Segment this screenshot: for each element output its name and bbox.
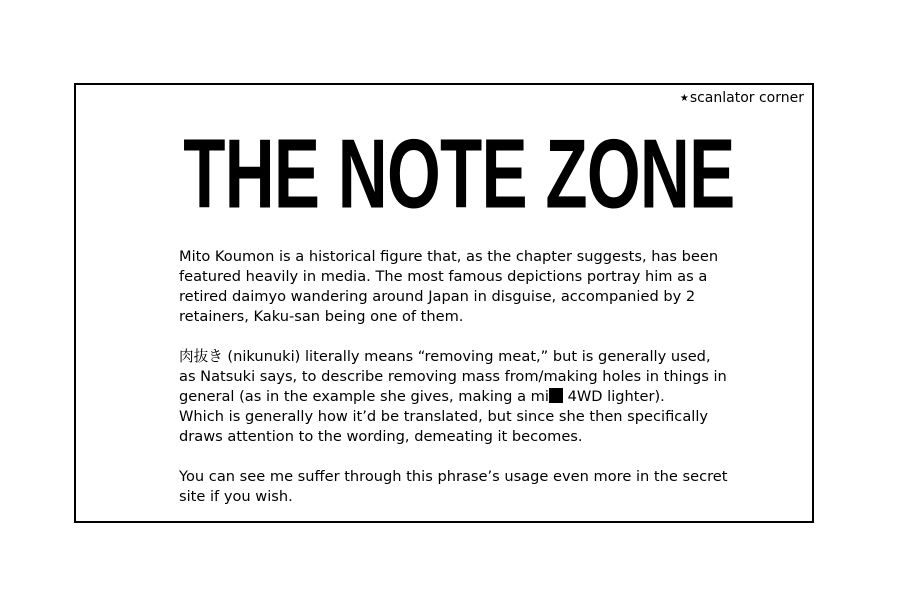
- note-line: 肉抜き (nikunuki) literally means “removing meat,” but is generally used,: [179, 348, 711, 365]
- note-line: draws attention to the wording, demeating it becomes.: [179, 428, 583, 445]
- note-line: retainers, Kaku-san being one of them.: [179, 308, 464, 325]
- page-title-text: THE NOTE ZONE: [183, 119, 735, 230]
- note-paragraph-mito-koumon: [179, 247, 739, 327]
- note-paragraph-nikunuki: [179, 347, 739, 447]
- note-paragraph-secret-site: [179, 467, 739, 507]
- note-line: Which is generally how it’d be translated, but since she then specifically: [179, 408, 709, 425]
- note-line: site if you wish.: [179, 488, 293, 505]
- note-line: as Natsuki says, to describe removing mass from/making holes in things in: [179, 368, 727, 385]
- notes-body: [179, 247, 739, 507]
- corner-tag-label: scanlator corner: [689, 90, 804, 106]
- note-line: You can see me suffer through this phrase’s usage even more in the secret: [179, 468, 728, 485]
- note-line-redacted: [179, 388, 665, 405]
- note-line: featured heavily in media. The most famous depictions portray him as a: [179, 268, 708, 285]
- redaction-block: [549, 388, 563, 403]
- star-icon: ★: [679, 93, 689, 104]
- note-line: Mito Koumon is a historical figure that, as the chapter suggests, has been: [179, 248, 719, 265]
- scanlator-corner-tag: [680, 89, 804, 108]
- page-title: [76, 119, 812, 231]
- note-text-after-redaction: 4WD lighter).: [562, 388, 665, 405]
- note-text-before-redaction: general (as in the example she gives, making a mi: [179, 388, 549, 405]
- note-line: retired daimyo wandering around Japan in disguise, accompanied by 2: [179, 288, 696, 305]
- note-panel: [74, 83, 814, 523]
